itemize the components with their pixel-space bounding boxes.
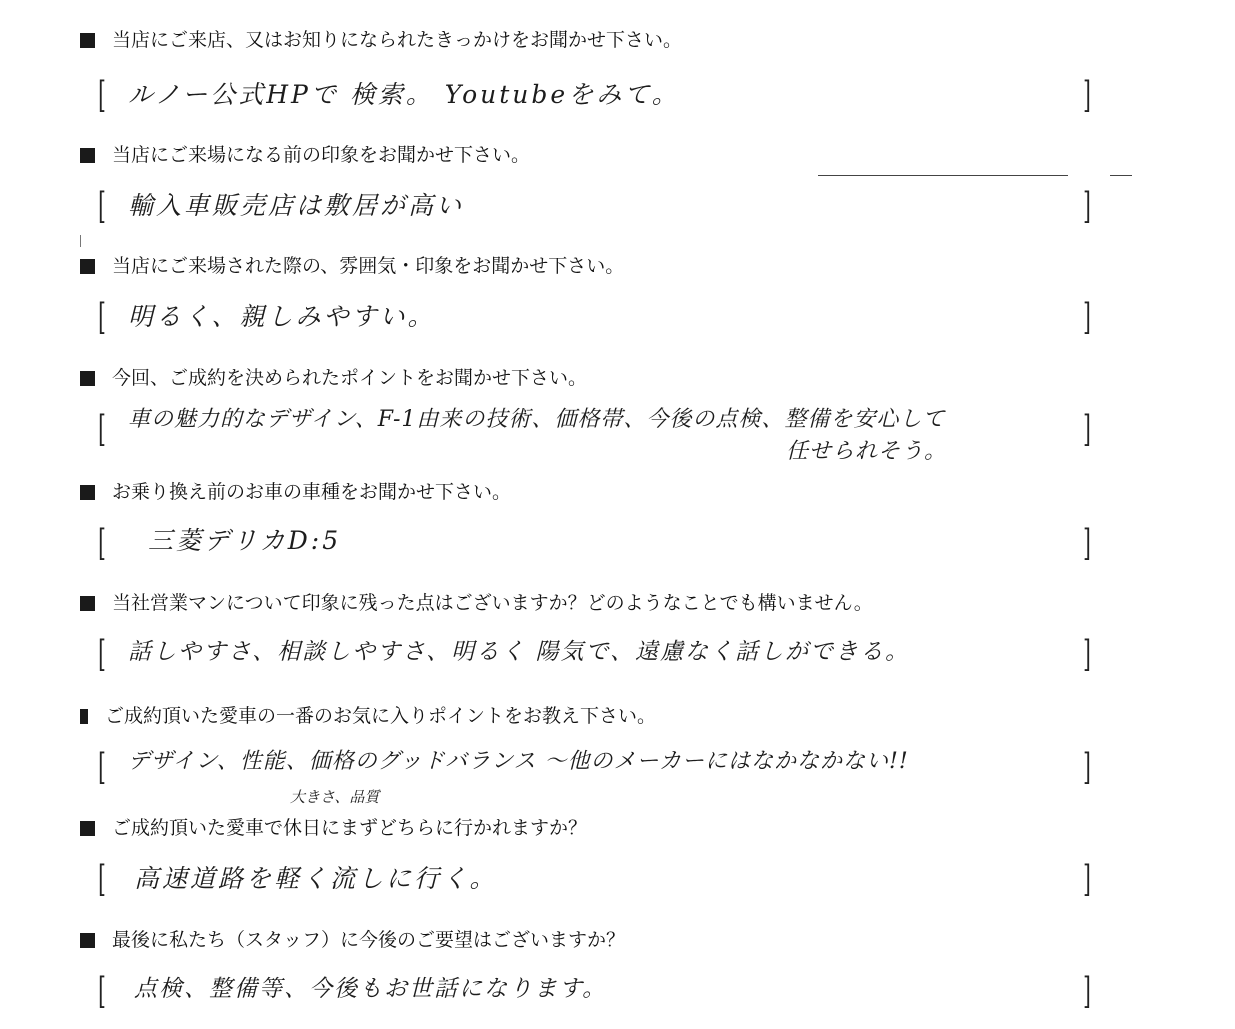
answer-8: 高速道路を軽く流しに行く。 (134, 864, 498, 893)
answer-7-note: 大きさ、品質 (290, 788, 380, 806)
open-bracket: [ (98, 634, 106, 675)
close-bracket: ] (1083, 186, 1091, 227)
question-text: 当店にご来場された際の、雰囲気・印象をお聞かせ下さい。 (112, 255, 625, 277)
question-5 (80, 480, 511, 504)
answer-5: 三菱デリカD:5 (148, 526, 342, 555)
open-bracket: [ (98, 75, 106, 116)
square-bullet-icon (80, 33, 95, 48)
square-bullet-icon (80, 709, 88, 724)
question-8 (80, 816, 587, 840)
square-bullet-icon (80, 485, 95, 500)
question-7 (80, 704, 656, 728)
answer-4: 車の魅力的なデザイン、F-1由来の技術、価格帯、今後の点検、整備を安心して (128, 407, 946, 432)
divider-line (1110, 175, 1132, 176)
answer-2: 輸入車販売店は敷居が高い (128, 191, 465, 220)
question-3 (80, 254, 624, 278)
square-bullet-icon (80, 259, 95, 274)
question-text: 当店にご来店、又はお知りになられたきっかけをお聞かせ下さい。 (112, 29, 683, 51)
answer-9: 点検、整備等、今後もお世話になります。 (134, 976, 608, 1002)
answer-6: 話しやすさ、相談しやすさ、明るく 陽気で、遠慮なく話しができる。 (128, 639, 911, 665)
open-bracket: [ (98, 186, 106, 227)
answer-1: ルノー公式HPで 検索。 Youtubeをみて。 (128, 80, 680, 109)
close-bracket: ] (1083, 409, 1091, 450)
question-9 (80, 928, 625, 952)
answer-3: 明るく、親しみやすい。 (128, 302, 436, 331)
question-text: お乗り換え前のお車の車種をお聞かせ下さい。 (112, 481, 512, 503)
question-text: 最後に私たち（スタッフ）に今後のご要望はございますか？ (112, 929, 626, 951)
open-bracket: [ (98, 747, 106, 788)
question-6 (80, 591, 873, 615)
close-bracket: ] (1083, 971, 1091, 1012)
question-2 (80, 143, 530, 167)
open-bracket: [ (98, 523, 106, 564)
close-bracket: ] (1083, 634, 1091, 675)
close-bracket: ] (1083, 75, 1091, 116)
square-bullet-icon (80, 371, 95, 386)
open-bracket: [ (98, 859, 106, 900)
open-bracket: [ (98, 971, 106, 1012)
open-bracket: [ (98, 409, 106, 450)
close-bracket: ] (1083, 297, 1091, 338)
question-text: ご成約頂いた愛車で休日にまずどちらに行かれますか？ (112, 817, 588, 839)
question-1 (80, 28, 682, 52)
question-4 (80, 366, 587, 390)
close-bracket: ] (1083, 859, 1091, 900)
divider-line (818, 175, 1068, 176)
answer-7: デザイン、性能、価格のグッドバランス ～他のメーカーにはなかなかない!! (128, 749, 909, 774)
square-bullet-icon (80, 148, 95, 163)
question-text: 当店にご来場になる前の印象をお聞かせ下さい。 (112, 144, 531, 166)
square-bullet-icon (80, 821, 95, 836)
open-bracket: [ (98, 297, 106, 338)
question-text: ご成約頂いた愛車の一番のお気に入りポイントをお教え下さい。 (105, 705, 657, 727)
square-bullet-icon (80, 596, 95, 611)
answer-4-line-2: 任せられそう。 (786, 439, 948, 464)
square-bullet-icon (80, 933, 95, 948)
question-text: 今回、ご成約を決められたポイントをお聞かせ下さい。 (112, 367, 588, 389)
scan-mark (80, 235, 81, 247)
question-text: 当社営業マンについて印象に残った点はございますか？どのようなことでも構いません。 (112, 592, 873, 614)
close-bracket: ] (1083, 523, 1091, 564)
close-bracket: ] (1083, 747, 1091, 788)
